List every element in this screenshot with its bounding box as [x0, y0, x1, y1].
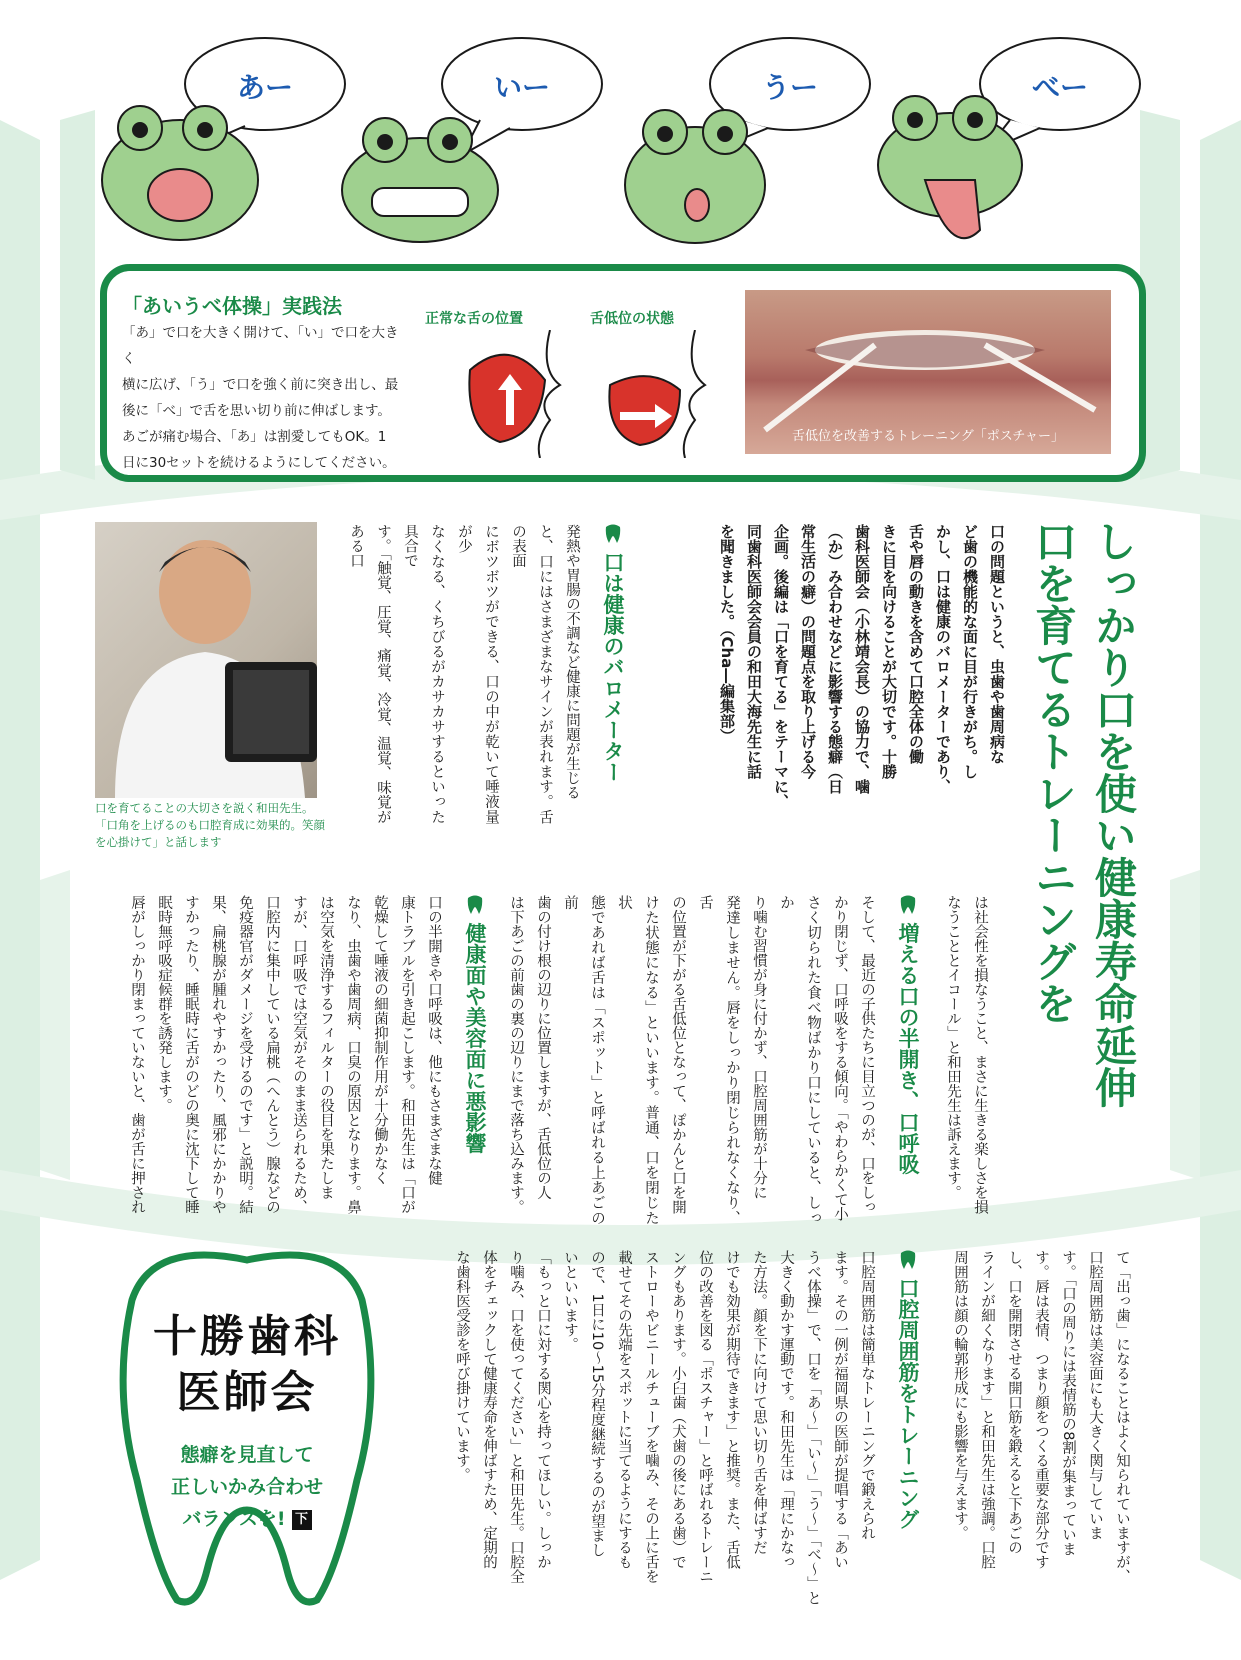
tooth-icon	[899, 1250, 917, 1270]
bad-effects-text: 口の半開きや口呼吸は、他にもさまざまな健 康トラブルを引き起こします。和田先生は「口が 乾燥して唾液の細菌抑制作用が十分働かなく なり、虫歯や歯周病、口臭の原因となります。鼻 は空気を清浄するフィルターの役目を果たしま すが、口呼吸では空気がそのまま送られるため、 口腔内に集中している扁桃（へんとう）腺などの 免疫器官がダメージを受けるのです」と説明。結 果、扁桃腺が腫れやすかったり、風邪にかかりや すかったり、睡眠時に舌がのどの奥に沈下して睡 眠時無呼吸症候群を誘発します。 唇がしっかり閉まっていないと、歯が舌に押され	[129, 895, 442, 1214]
training-text: 口腔周囲筋は簡単なトレーニングで鍛えられ ます。その一例が福岡県の医師が提唱する「あい うべ体操」で、口を「あ～」「い～」「う～」「べ～」と 大きく動かす運動です。和田先生は「理にかなっ た方法。顔を下に向けて思い切り舌を伸ばすだ けでも効果が期待できます」と推奨。また、舌低 位の改善を図る「ポスチャー」と呼ばれるトレーニ ングもあります。小臼歯（犬歯の後にある歯）で ストローやビニールチューブを噛み、その上に舌を 載せてその先端をスポットに当てるようにするも ので、1日に10～15分程度継続するのが望まし いといいます。 「もっと口に対する関心を持ってほしい。しっか り噛み、口を使ってください」と和田先生。口腔全 体をチェックして健康寿命を伸ばすため、定期的 な歯科医受診を呼び掛けています。	[454, 1250, 875, 1606]
continuation2-text: て「出っ歯」になることはよく知られていますが、 口腔周囲筋は美容面にも大きく関与していま す。「口の周りには表情筋の8割が集まっていま す。唇は表情、つまり顔をつくる重要な部分です し、口を開閉させる開口筋を鍛えると下あごの ラインが細くなります」と和田先生は強調。口腔 周囲筋は顔の輪郭形成にも影響を与えます。	[952, 1250, 1130, 1584]
logo-title-2: 医師会	[176, 1367, 318, 1418]
intro-text: 口の問題というと、虫歯や歯周病な ど歯の機能的な面に目が行きがち。し かし、口は健康のバロメーターであり、 舌や唇の動きを含めて口腔全体の働 きに目を向けることが大切です。十勝 歯科医師会（小林靖会長）の協力で、噛 （か）み合わせなどに影響する態癖（日 常生活の癖）の問題点を取り上げる今 企画。後編は「口を育てる」をテーマに、 同歯科医師会会員の和田大海先生に話 を聞きました。（Cha―編集部）	[718, 524, 1006, 809]
tooth-icon	[604, 524, 622, 544]
part-badge: 下	[292, 1510, 312, 1530]
logo-sub-2: 正しいかみ合わせ	[170, 1476, 323, 1498]
headline-line2: 口を育てるトレーニングを	[1029, 520, 1078, 1024]
label-normal-tongue: 正常な舌の位置	[425, 311, 523, 327]
box-line: 日に30セットを続けるようにしてください。	[122, 455, 396, 471]
doctor-illustration	[95, 522, 317, 798]
tongue-diagram	[440, 330, 740, 458]
half-open-text: そして、最近の子供たちに目立つのが、口をしっ かり閉じず、口呼吸をする傾向。「やわらかくて小 さく切られた食べ物ばかり口にしていると、しっか り噛む習慣が身に付かず、口腔周囲筋が十分に 発達しません。唇をしっかり閉じられなくなり、舌 の位置が下がる舌低位となって、ぽかんと口を開 けた状態になる」といいます。普通、口を閉じた状 態であれば舌は「スポット」と呼ばれる上あごの前 歯の付け根の辺りに位置しますが、舌低位の人 は下あごの前歯の裏の辺りにまで落ち込みます。	[508, 895, 875, 1225]
speech-bubbles	[0, 0, 1241, 260]
box-line: 「あ」で口を大きく開けて、「い」で口を大きく	[122, 325, 399, 367]
logo-sub-1: 態癖を見直して	[180, 1444, 314, 1466]
logo-sub-3: バランスを! 下	[122, 1504, 372, 1531]
box-line: 横に広げ、「う」で口を強く前に突き出し、最	[122, 377, 399, 393]
heading-half-open: 増える口の半開き、口呼吸	[893, 895, 923, 1174]
box-body	[122, 320, 407, 476]
headline-line1: しっかり口を使い健康寿命延伸	[1089, 520, 1138, 1108]
heading-training: 口腔周囲筋をトレーニング	[893, 1250, 923, 1529]
bubble-a: あー	[236, 71, 293, 104]
continuation-text: は社会性を損なうこと、まさに生きる楽しさを損 なうこととイコール」と和田先生は訴えます。	[945, 895, 988, 1214]
bubble-u: うー	[761, 71, 818, 104]
logo-title-1: 十勝歯科	[153, 1311, 341, 1362]
heading-barometer: 口は健康のバロメーター	[598, 524, 628, 782]
heading-bad-effects: 健康面や美容面に悪影響	[460, 895, 490, 1153]
box-line: あごが痛む場合、「あ」は割愛してもOK。1	[122, 429, 387, 445]
doctor-photo	[95, 522, 317, 798]
tooth-logo-shape	[112, 1240, 382, 1610]
bubble-be: べー	[1031, 71, 1088, 104]
barometer-text: 発熱や胃腸の不調など健康に問題が生じる と、口にはさまざまなサインが表れます。舌の表面 にボツボツができる、口の中が乾いて唾液量が少 なくなる、くちびるがカサカサするといった具合で す。「触覚、圧覚、痛覚、冷覚、温覚、味覚がある口	[348, 524, 580, 824]
box-line: 後に「べ」で舌を思い切り前に伸ばします。	[122, 403, 391, 419]
box-title: 「あいうべ体操」実践法	[122, 294, 342, 318]
photo-caption: 舌低位を改善するトレーニング「ポスチャー」	[791, 429, 1065, 444]
tooth-icon	[466, 895, 484, 915]
bubble-i: いー	[493, 71, 550, 104]
tooth-icon	[899, 895, 917, 915]
label-low-tongue: 舌低位の状態	[590, 311, 674, 327]
doctor-caption: 口を育てることの大切さを説く和田先生。「口角を上げるのも口腔育成に効果的。笑顔を心掛けて」と話します	[95, 801, 325, 849]
